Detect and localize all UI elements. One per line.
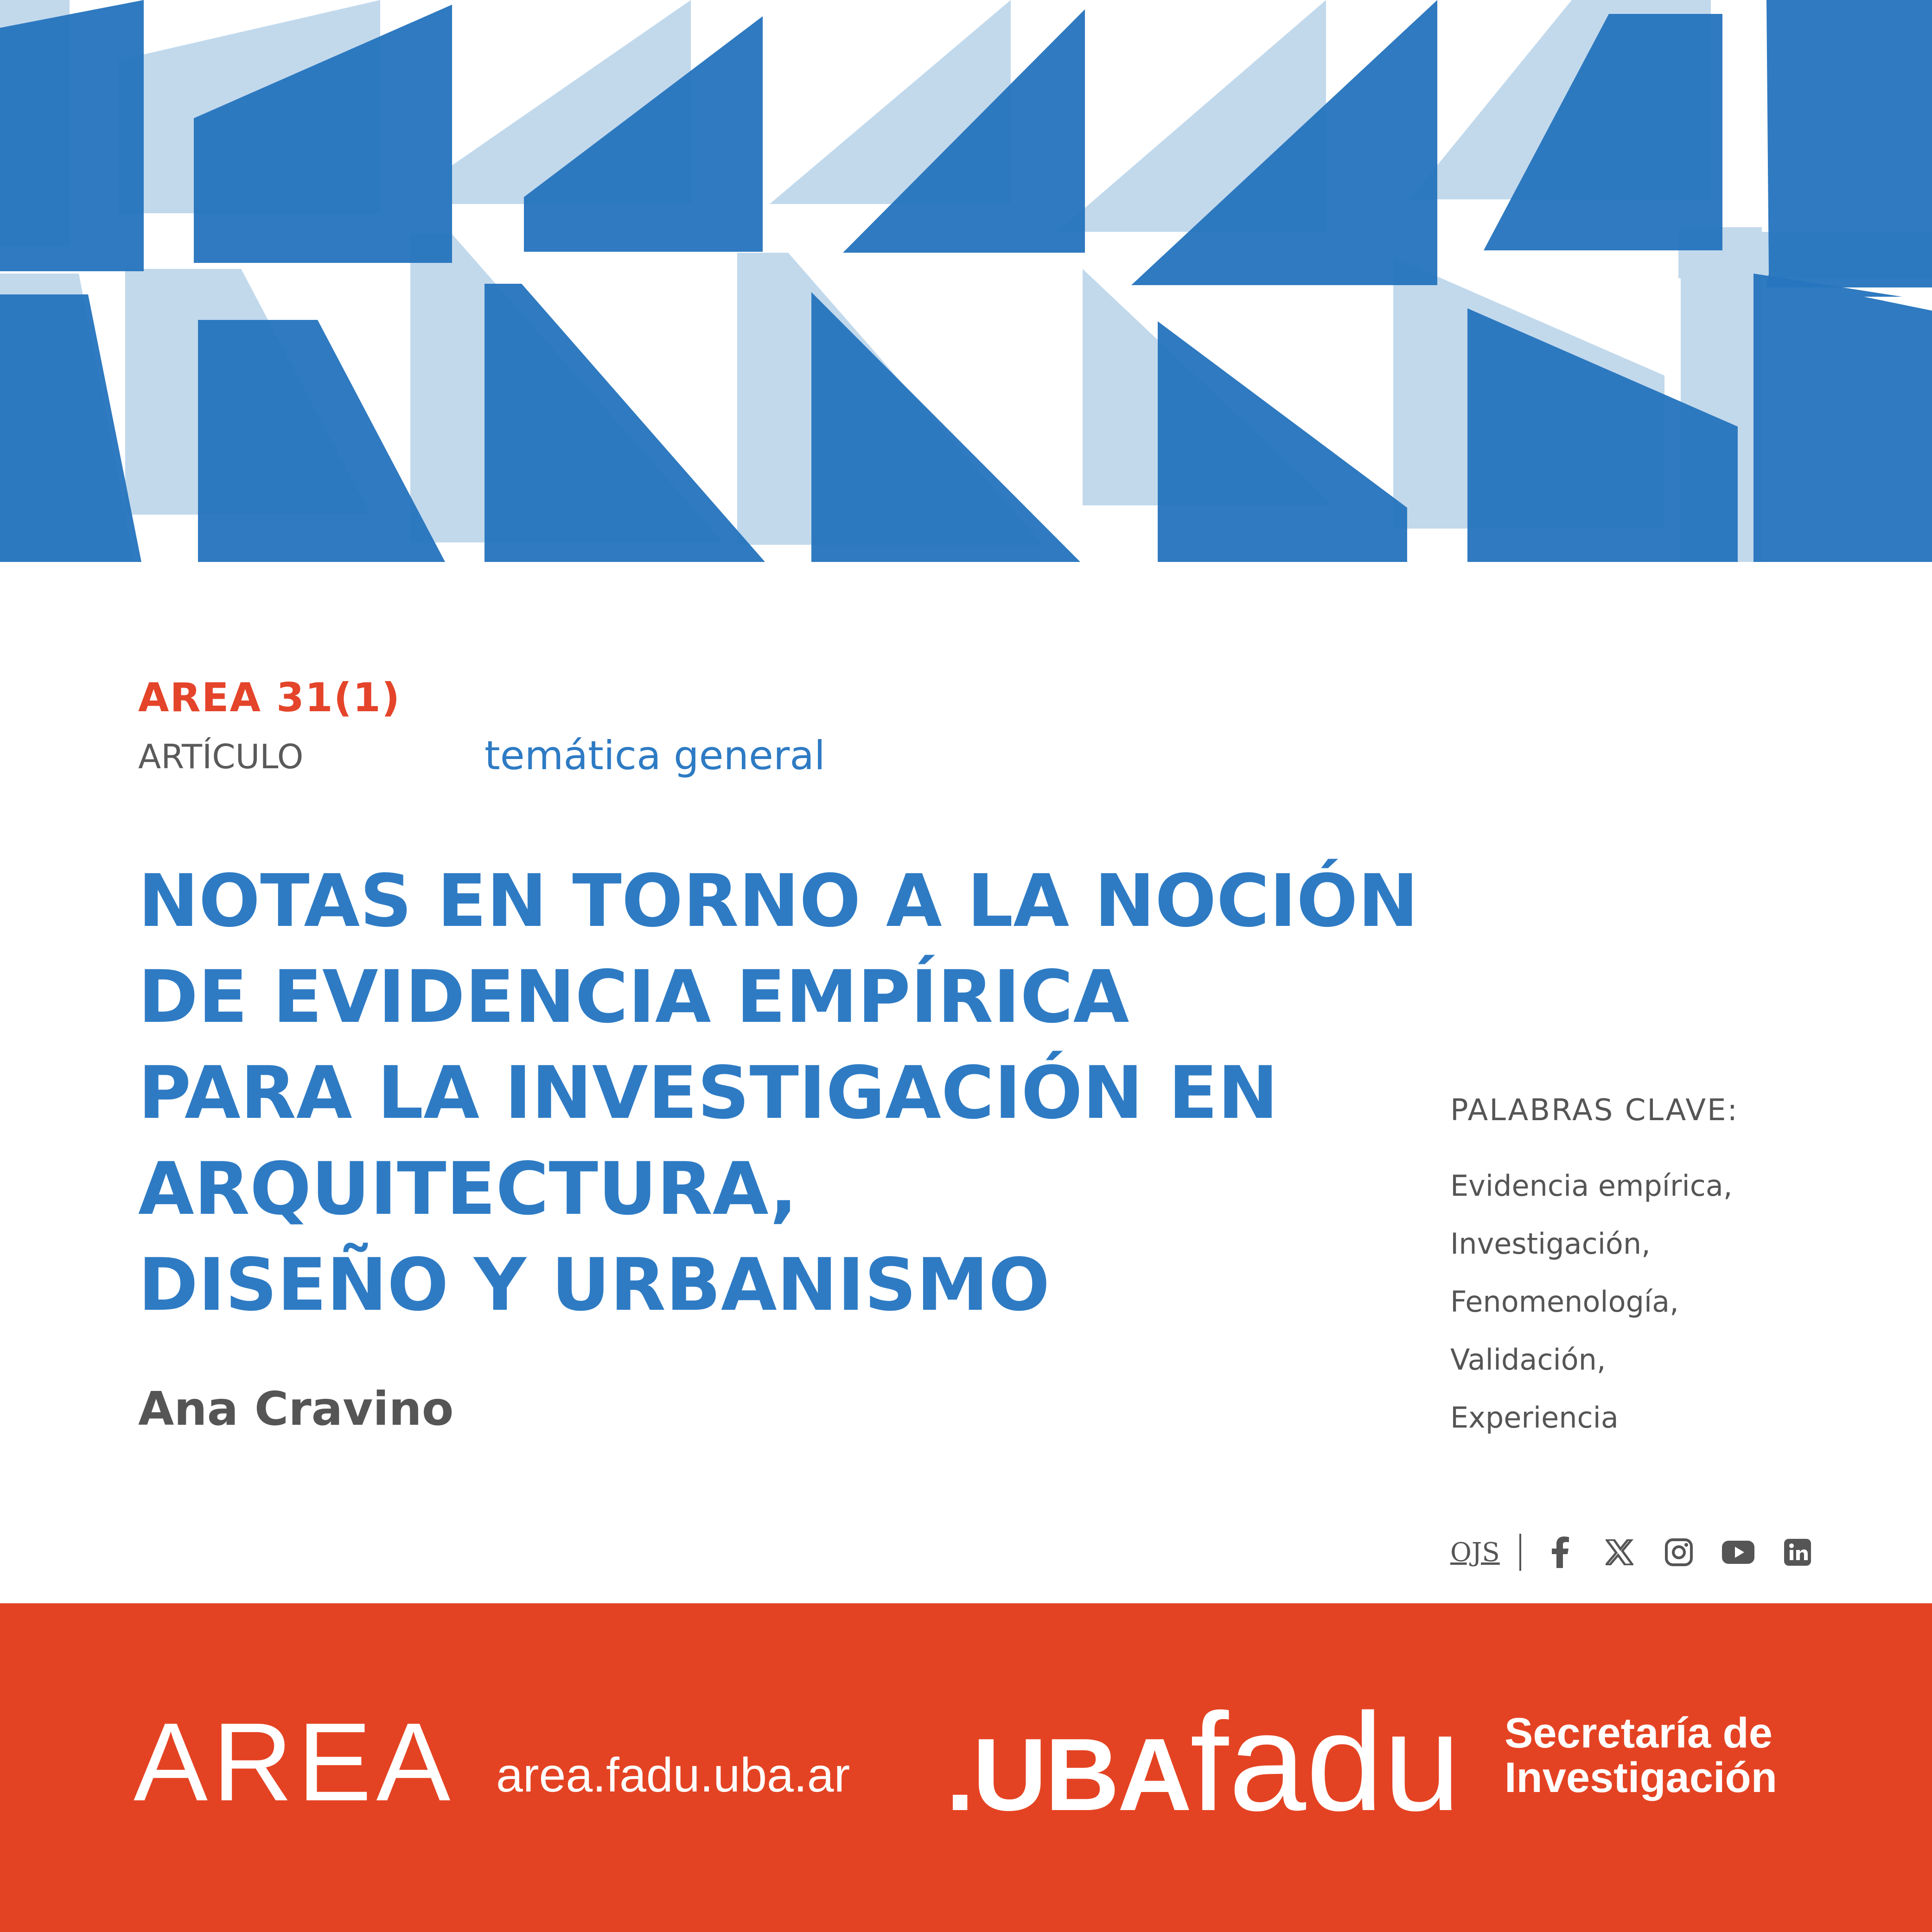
article-type-label: ARTÍCULO [138, 737, 304, 776]
fadu-logo-text: fadu [1190, 1684, 1461, 1840]
volume-label: AREA 31(1) [138, 675, 401, 721]
title-line: ARQUITECTURA, [138, 1147, 797, 1231]
secretaria-line: Investigación [1505, 1754, 1777, 1801]
social-links [1450, 1530, 1814, 1575]
title-line: DISEÑO Y URBANISMO [138, 1243, 1050, 1327]
keyword-item: Experiencia [1450, 1401, 1619, 1435]
instagram-icon[interactable] [1662, 1536, 1696, 1569]
facebook-icon[interactable] [1543, 1536, 1577, 1569]
secretaria-line: Secretaría de [1505, 1709, 1773, 1757]
keywords-heading: PALABRAS CLAVE: [1450, 1093, 1739, 1128]
ojs-link[interactable]: OJS [1450, 1537, 1500, 1568]
uba-fadu-logo [946, 1684, 1461, 1840]
title-line: PARA LA INVESTIGACIÓN EN [138, 1051, 1278, 1135]
linkedin-icon[interactable] [1781, 1536, 1814, 1569]
title-line: NOTAS EN TORNO A LA NOCIÓN [138, 859, 1419, 943]
area-logo: AREA [134, 1700, 455, 1824]
title-line: DE EVIDENCIA EMPÍRICA [138, 955, 1129, 1039]
site-url-link[interactable]: area.fadu.uba.ar [496, 1748, 850, 1802]
keyword-item: Investigación, [1450, 1227, 1651, 1261]
secretaria-logo [1505, 1711, 1777, 1800]
x-icon[interactable] [1603, 1536, 1636, 1569]
thematic-label: temática general [485, 733, 825, 779]
youtube-icon[interactable] [1722, 1536, 1755, 1569]
geometric-banner [0, 0, 1932, 562]
keyword-item: Validación, [1450, 1343, 1606, 1377]
keyword-item: Fenomenología, [1450, 1285, 1679, 1319]
author-name: Ana Cravino [138, 1382, 454, 1436]
keywords-list [1450, 1166, 1733, 1456]
article-title [138, 853, 1419, 1333]
uba-logo-text: .UBA [946, 1717, 1190, 1832]
keyword-item: Evidencia empírica, [1450, 1169, 1733, 1203]
divider [1519, 1534, 1521, 1571]
